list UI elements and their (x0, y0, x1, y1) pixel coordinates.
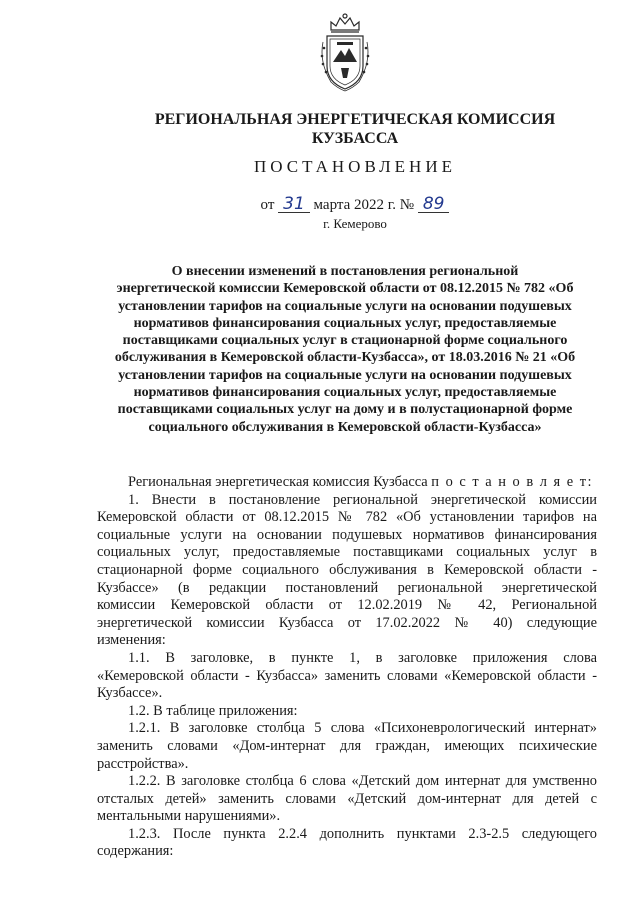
body-line: «Кемеровской области - Кузбасса» заменить словами «Кемеровской области - (97, 667, 597, 684)
organization-name-line2: КУЗБАССА (311, 130, 399, 147)
date-number-line (150, 196, 560, 214)
subject-line: нормативов финансирования социальных услуг, предоставляемые (133, 385, 557, 401)
body-line: 1.2.3. После пункта 2.2.4 дополнить пунктами 2.3-2.5 следующего (128, 825, 597, 842)
intro-verb: п о с т а н о в л я е т: (431, 474, 593, 490)
month-year: марта 2022 г. (313, 197, 396, 213)
handwritten-day: 31 (278, 196, 310, 213)
subject-line: социального обслуживания в Кемеровской области-Кузбасса» (148, 419, 542, 435)
body-line: 1. Внести в постановление региональной энергетической комиссии (128, 491, 597, 508)
body-line: изменения: (97, 632, 166, 649)
subject-line: установлении тарифов на социальные услуги на основании подушевых (118, 298, 572, 314)
subject-line: энергетической комиссии Кемеровской области от 08.12.2015 № 782 «Об (116, 281, 574, 297)
document-subject (92, 263, 598, 436)
subject-line: нормативов финансирования социальных услуг, предоставляемые (133, 315, 557, 331)
subject-line: установлении тарифов на социальные услуги на основании подушевых (118, 367, 572, 383)
body-line: ментальными нарушениями». (97, 808, 281, 825)
body-line: 1.2.1. В заголовке столбца 5 слова «Психоневрологический интернат» (128, 720, 597, 737)
subject-line: поставщиками социальных услуг на дому и в полустационарной форме (117, 402, 573, 418)
number-sign: № (399, 197, 415, 213)
date-prefix: от (260, 197, 275, 213)
body-line: расстройства». (97, 755, 189, 772)
subject-line: обслуживания в Кемеровской области-Кузбасса», от 18.03.2016 № 21 «Об (114, 350, 576, 366)
kuzbass-coat-of-arms-emblem (317, 12, 373, 92)
body-line: заменить словами «Дом-интернат для граждан, имеющих психические (97, 737, 597, 754)
body-line: содержания: (97, 843, 174, 860)
body-line: социальных услуг, предоставляемые поставщиками социальных услуг в (97, 544, 597, 561)
body-line: стационарной форме социального обслуживания в Кемеровской области - (97, 561, 597, 578)
subject-line: поставщиками социальных услуг в стационарной форме социального (122, 333, 568, 349)
body-line: 1.2.2. В заголовке столбца 6 слова «Детский дом интернат для умственно (128, 773, 597, 790)
body-line: Кузбассе» (в редакции постановлений региональной энергетической (97, 579, 597, 596)
intro-line (97, 474, 597, 492)
body-line: Кемеровской области от 08.12.2015 № 782 «Об установлении тарифов на (97, 509, 597, 526)
body-line: 1.1. В заголовке, в пункте 1, в заголовке приложения слова (128, 649, 597, 666)
body-line: энергетической комиссии Кузбасса от 17.02.2022 № 40) следующие (97, 614, 597, 631)
intro-text: Региональная энергетическая комиссия Кузбасса (128, 474, 428, 490)
document-type-title: ПОСТАНОВЛЕНИЕ (253, 157, 456, 176)
document-body (97, 474, 597, 861)
body-line: социальные услуги на основании подушевых нормативов финансирования (97, 526, 597, 543)
organization-name-line1: РЕГИОНАЛЬНАЯ ЭНЕРГЕТИЧЕСКАЯ КОМИССИЯ (154, 111, 556, 128)
handwritten-number: 89 (418, 196, 450, 213)
body-line: отсталых детей» заменить словами «Детский дом-интернат для детей с (97, 790, 597, 807)
body-line: комиссии Кемеровской области от 12.02.2019 № 42, Региональной (97, 597, 597, 614)
body-line: Кузбассе». (97, 685, 163, 702)
city-name: г. Кемерово (323, 216, 387, 231)
subject-line: О внесении изменений в постановления региональной (171, 264, 519, 279)
body-line: 1.2. В таблице приложения: (128, 702, 298, 719)
